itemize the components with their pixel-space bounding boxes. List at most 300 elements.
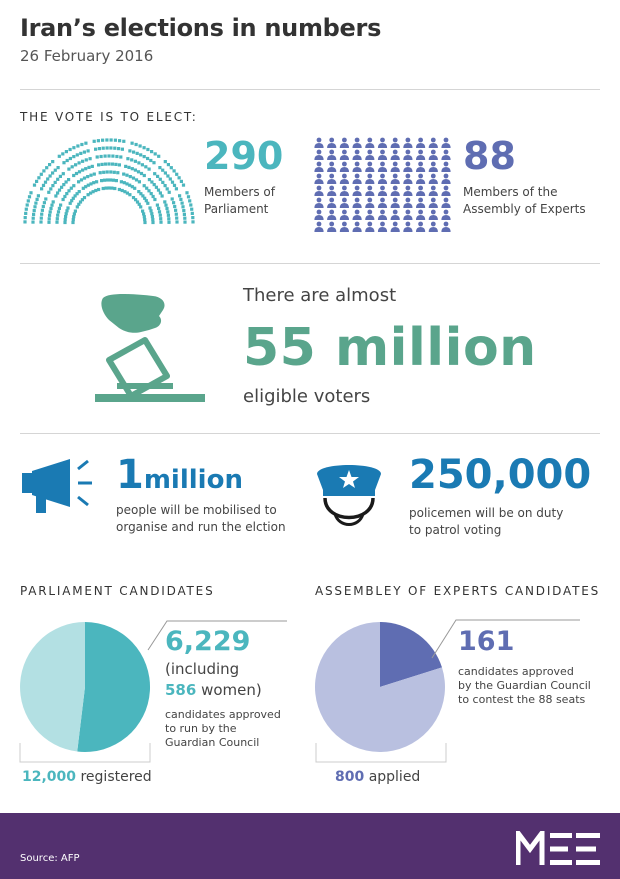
seat bbox=[71, 165, 74, 168]
seat bbox=[134, 169, 137, 172]
experts-desc-line1: candidates approved bbox=[458, 665, 574, 678]
police-line2: to patrol voting bbox=[409, 523, 502, 537]
person-head bbox=[393, 162, 398, 167]
vote-section-label: THE VOTE IS TO ELECT: bbox=[20, 110, 198, 124]
person-head bbox=[367, 138, 372, 143]
seat bbox=[63, 221, 66, 224]
seat bbox=[120, 180, 123, 183]
person-head bbox=[317, 174, 322, 179]
seat bbox=[77, 180, 80, 183]
person-head bbox=[367, 198, 372, 203]
parliament-desc-line1: candidates approved bbox=[165, 708, 281, 721]
seat bbox=[97, 188, 100, 191]
parliament-approved-number: 6,229 bbox=[165, 626, 251, 657]
person-body bbox=[353, 227, 362, 232]
person-body bbox=[429, 227, 438, 232]
seat bbox=[132, 177, 135, 180]
person-body bbox=[391, 215, 400, 220]
seat bbox=[148, 168, 151, 171]
seat bbox=[181, 202, 184, 205]
seat bbox=[65, 192, 68, 195]
seat bbox=[29, 191, 32, 194]
seat bbox=[164, 171, 167, 174]
person-body bbox=[429, 167, 438, 172]
seat bbox=[94, 189, 97, 192]
seat bbox=[31, 221, 34, 224]
person-head bbox=[355, 222, 360, 227]
seat bbox=[148, 206, 151, 209]
seat bbox=[136, 152, 139, 155]
person-head bbox=[393, 210, 398, 215]
person-body bbox=[441, 215, 450, 220]
parliament-members-number: 290 bbox=[204, 134, 284, 178]
person-body bbox=[378, 215, 387, 220]
seat bbox=[40, 213, 43, 216]
person-body bbox=[314, 179, 323, 184]
person-body bbox=[365, 227, 374, 232]
person-head bbox=[444, 162, 449, 167]
person-head bbox=[380, 162, 385, 167]
seat bbox=[181, 205, 184, 208]
seat bbox=[182, 209, 185, 212]
seat bbox=[113, 147, 116, 150]
seat bbox=[109, 146, 112, 149]
person-body bbox=[340, 191, 349, 196]
person-head bbox=[367, 210, 372, 215]
seat bbox=[153, 172, 156, 175]
person-body bbox=[391, 227, 400, 232]
seat bbox=[159, 214, 162, 217]
person-head bbox=[431, 162, 436, 167]
seat bbox=[173, 169, 176, 172]
seat bbox=[104, 155, 107, 158]
experts-desc-line3: to contest the 88 seats bbox=[458, 693, 586, 706]
person-head bbox=[431, 174, 436, 179]
person-head bbox=[329, 150, 334, 155]
seat bbox=[78, 170, 81, 173]
seat bbox=[131, 142, 134, 145]
person-body bbox=[340, 203, 349, 208]
seat bbox=[174, 209, 177, 212]
seat bbox=[124, 165, 127, 168]
seat bbox=[47, 191, 50, 194]
seat bbox=[62, 172, 65, 175]
person-body bbox=[327, 203, 336, 208]
seat bbox=[143, 146, 146, 149]
seat bbox=[102, 147, 105, 150]
person-head bbox=[317, 162, 322, 167]
seat bbox=[54, 169, 57, 172]
seat bbox=[166, 210, 169, 213]
seat bbox=[96, 155, 99, 158]
person-body bbox=[365, 179, 374, 184]
seat bbox=[64, 215, 67, 218]
person-head bbox=[418, 222, 423, 227]
person-head bbox=[444, 174, 449, 179]
parliament-registered-label: registered bbox=[80, 769, 152, 785]
seat bbox=[191, 216, 194, 219]
person-body bbox=[441, 143, 450, 148]
seat bbox=[119, 155, 122, 158]
person-body bbox=[416, 167, 425, 172]
seat bbox=[33, 205, 36, 208]
person-body bbox=[403, 191, 412, 196]
person-head bbox=[418, 162, 423, 167]
person-body bbox=[403, 215, 412, 220]
seat bbox=[173, 184, 176, 187]
person-head bbox=[355, 198, 360, 203]
seat bbox=[140, 172, 143, 175]
seat bbox=[157, 155, 160, 158]
person-head bbox=[406, 222, 411, 227]
person-body bbox=[391, 167, 400, 172]
seat bbox=[183, 217, 186, 220]
police-number: 250,000 bbox=[409, 452, 592, 498]
person-body bbox=[416, 179, 425, 184]
seat bbox=[64, 218, 67, 221]
seat bbox=[89, 174, 92, 177]
seat bbox=[143, 155, 146, 158]
seat bbox=[25, 208, 28, 211]
seat bbox=[157, 207, 160, 210]
person-head bbox=[317, 210, 322, 215]
person-body bbox=[340, 167, 349, 172]
seat bbox=[83, 196, 86, 199]
seat bbox=[187, 195, 190, 198]
seat bbox=[161, 169, 164, 172]
seat bbox=[111, 163, 114, 166]
seat bbox=[92, 181, 95, 184]
seat bbox=[167, 163, 170, 166]
person-head bbox=[342, 222, 347, 227]
person-body bbox=[403, 227, 412, 232]
person-head bbox=[317, 186, 322, 191]
seat bbox=[42, 169, 45, 172]
person-body bbox=[353, 167, 362, 172]
person-body bbox=[365, 215, 374, 220]
seat bbox=[139, 144, 142, 147]
mobilised-number-value: 1 bbox=[116, 452, 144, 498]
person-body bbox=[365, 167, 374, 172]
person-head bbox=[393, 198, 398, 203]
seat bbox=[106, 146, 109, 149]
person-body bbox=[340, 143, 349, 148]
seat bbox=[173, 205, 176, 208]
seat bbox=[26, 203, 29, 206]
seat bbox=[182, 184, 185, 187]
person-body bbox=[391, 203, 400, 208]
seat bbox=[185, 191, 188, 194]
seat bbox=[129, 175, 132, 178]
person-head bbox=[355, 138, 360, 143]
seat bbox=[166, 174, 169, 177]
seat bbox=[154, 152, 157, 155]
person-body bbox=[327, 167, 336, 172]
seat bbox=[122, 173, 125, 176]
seat bbox=[156, 175, 159, 178]
person-body bbox=[378, 191, 387, 196]
seat bbox=[45, 166, 48, 169]
seat bbox=[63, 195, 66, 198]
experts-applied-number: 800 bbox=[335, 769, 365, 785]
person-body bbox=[365, 203, 374, 208]
experts-applied bbox=[335, 769, 420, 785]
seat bbox=[100, 155, 103, 158]
seat bbox=[189, 203, 192, 206]
seat bbox=[32, 217, 35, 220]
person-head bbox=[431, 138, 436, 143]
seat bbox=[113, 187, 116, 190]
person-head bbox=[380, 174, 385, 179]
person-body bbox=[403, 203, 412, 208]
divider bbox=[20, 89, 600, 90]
person-head bbox=[355, 210, 360, 215]
seat bbox=[107, 162, 110, 165]
person-head bbox=[393, 138, 398, 143]
seat bbox=[121, 148, 124, 151]
person-body bbox=[327, 215, 336, 220]
mobilised-line1: people will be mobilised to bbox=[116, 503, 277, 517]
voters-outro: eligible voters bbox=[243, 386, 371, 407]
person-head bbox=[342, 198, 347, 203]
seat bbox=[168, 191, 171, 194]
seat bbox=[85, 158, 88, 161]
experts-desc-line2: by the Guardian Council bbox=[458, 679, 591, 692]
seat bbox=[152, 161, 155, 164]
seat bbox=[175, 217, 178, 220]
seat bbox=[79, 152, 82, 155]
seat bbox=[158, 166, 161, 169]
seat bbox=[118, 139, 121, 142]
seat bbox=[107, 186, 110, 189]
person-body bbox=[327, 155, 336, 160]
person-body bbox=[340, 155, 349, 160]
person-head bbox=[444, 150, 449, 155]
seat bbox=[47, 221, 50, 224]
seat bbox=[49, 210, 52, 213]
seat bbox=[191, 212, 194, 215]
seat bbox=[135, 178, 138, 181]
person-head bbox=[431, 210, 436, 215]
seat bbox=[48, 163, 51, 166]
seat bbox=[114, 139, 117, 142]
seat bbox=[188, 199, 191, 202]
experts-members-number: 88 bbox=[463, 134, 516, 178]
person-head bbox=[380, 222, 385, 227]
person-head bbox=[367, 222, 372, 227]
person-head bbox=[329, 138, 334, 143]
parliament-desc-line3: Guardian Council bbox=[165, 736, 260, 749]
seat bbox=[66, 159, 69, 162]
seat bbox=[101, 139, 104, 142]
person-body bbox=[327, 179, 336, 184]
seat bbox=[46, 177, 49, 180]
person-body bbox=[327, 191, 336, 196]
seat bbox=[36, 198, 39, 201]
person-head bbox=[380, 186, 385, 191]
seat bbox=[169, 177, 172, 180]
seat bbox=[156, 204, 159, 207]
person-body bbox=[416, 191, 425, 196]
seat bbox=[128, 193, 131, 196]
page-title: Iran’s elections in numbers bbox=[20, 14, 382, 42]
person-body bbox=[441, 191, 450, 196]
person-body bbox=[365, 155, 374, 160]
seat bbox=[147, 189, 150, 192]
person-body bbox=[391, 191, 400, 196]
person-body bbox=[340, 215, 349, 220]
seat bbox=[84, 167, 87, 170]
seat bbox=[40, 173, 43, 176]
person-head bbox=[355, 150, 360, 155]
seat bbox=[183, 213, 186, 216]
seat bbox=[150, 192, 153, 195]
parliament-pie-slice-approved bbox=[77, 622, 150, 752]
seat bbox=[143, 218, 146, 221]
seat bbox=[167, 217, 170, 220]
parliament-pie-slice-not-approved bbox=[20, 622, 85, 752]
page-date: 26 February 2016 bbox=[20, 47, 154, 65]
person-body bbox=[416, 155, 425, 160]
seat bbox=[34, 202, 37, 205]
seat bbox=[125, 174, 128, 177]
parliament-members-line1: Members of bbox=[204, 185, 275, 199]
seat bbox=[69, 157, 72, 160]
seat bbox=[106, 178, 109, 181]
seat bbox=[75, 172, 78, 175]
person-body bbox=[353, 155, 362, 160]
seat bbox=[35, 180, 38, 183]
seat bbox=[131, 167, 134, 170]
seat bbox=[61, 152, 64, 155]
seat bbox=[175, 220, 178, 223]
seat bbox=[42, 205, 45, 208]
seat bbox=[78, 161, 81, 164]
seat bbox=[178, 176, 181, 179]
seat bbox=[71, 221, 74, 224]
person-body bbox=[441, 179, 450, 184]
seat bbox=[28, 195, 31, 198]
person-head bbox=[329, 162, 334, 167]
parliament-registered bbox=[22, 769, 152, 785]
seat bbox=[81, 169, 84, 172]
seat bbox=[65, 150, 68, 153]
seat bbox=[50, 204, 53, 207]
person-head bbox=[342, 150, 347, 155]
person-body bbox=[378, 203, 387, 208]
mobilised-number-unit: million bbox=[143, 465, 243, 495]
seat bbox=[67, 168, 70, 171]
person-head bbox=[444, 222, 449, 227]
seat bbox=[191, 220, 194, 223]
seat bbox=[126, 157, 129, 160]
person-body bbox=[441, 167, 450, 172]
divider bbox=[20, 263, 600, 264]
seat bbox=[72, 174, 75, 177]
seat bbox=[166, 187, 169, 190]
seat bbox=[55, 221, 58, 224]
person-head bbox=[406, 162, 411, 167]
seat bbox=[163, 200, 166, 203]
seat bbox=[155, 186, 158, 189]
seat bbox=[115, 179, 118, 182]
seat bbox=[83, 151, 86, 154]
seat bbox=[175, 187, 178, 190]
voters-number: 55 million bbox=[243, 318, 537, 378]
seat bbox=[158, 210, 161, 213]
seat bbox=[146, 202, 149, 205]
person-body bbox=[327, 143, 336, 148]
seat bbox=[72, 184, 75, 187]
parliament-members-line2: Parliament bbox=[204, 202, 269, 216]
person-head bbox=[329, 174, 334, 179]
seat bbox=[109, 178, 112, 181]
seat bbox=[57, 210, 60, 213]
person-body bbox=[378, 179, 387, 184]
seat bbox=[58, 155, 61, 158]
seat bbox=[81, 160, 84, 163]
person-head bbox=[317, 138, 322, 143]
person-head bbox=[393, 222, 398, 227]
seat bbox=[114, 163, 117, 166]
police-officer-icon bbox=[313, 458, 385, 538]
person-head bbox=[355, 162, 360, 167]
person-head bbox=[406, 210, 411, 215]
experts-approved-description bbox=[458, 665, 591, 707]
seat bbox=[83, 177, 86, 180]
person-head bbox=[342, 174, 347, 179]
person-head bbox=[418, 174, 423, 179]
seat bbox=[62, 161, 65, 164]
person-head bbox=[418, 210, 423, 215]
seat bbox=[101, 163, 104, 166]
person-body bbox=[314, 203, 323, 208]
parliament-women bbox=[165, 681, 262, 699]
seat bbox=[97, 139, 100, 142]
seat bbox=[151, 215, 154, 218]
seat bbox=[100, 179, 103, 182]
seat bbox=[150, 150, 153, 153]
person-body bbox=[314, 155, 323, 160]
seat bbox=[93, 140, 96, 143]
person-head bbox=[431, 150, 436, 155]
person-head bbox=[342, 210, 347, 215]
seat bbox=[43, 201, 46, 204]
person-head bbox=[406, 198, 411, 203]
seat bbox=[109, 170, 112, 173]
seat bbox=[106, 170, 109, 173]
seat bbox=[33, 209, 36, 212]
person-head bbox=[418, 150, 423, 155]
seat bbox=[27, 199, 30, 202]
seat bbox=[41, 209, 44, 212]
seat bbox=[93, 173, 96, 176]
person-head bbox=[367, 162, 372, 167]
parliament-approved-description bbox=[165, 708, 281, 750]
seat bbox=[67, 178, 70, 181]
seat bbox=[149, 209, 152, 212]
person-head bbox=[367, 150, 372, 155]
person-head bbox=[329, 210, 334, 215]
seat bbox=[175, 173, 178, 176]
person-body bbox=[378, 167, 387, 172]
seat bbox=[87, 166, 90, 169]
seat bbox=[54, 194, 57, 197]
person-body bbox=[378, 155, 387, 160]
seat bbox=[110, 187, 113, 190]
source-text: Source: AFP bbox=[20, 853, 80, 864]
person-body bbox=[429, 155, 438, 160]
